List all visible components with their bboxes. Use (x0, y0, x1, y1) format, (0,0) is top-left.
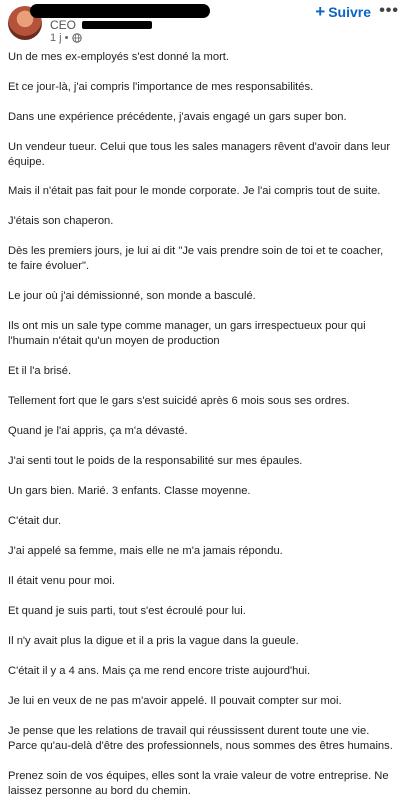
paragraph: Il était venu pour moi. (8, 575, 115, 587)
author-role: CEO (50, 18, 77, 32)
paragraph: Dès les premiers jours, je lui ai dit "Je vais prendre soin de toi et te coacher, te faire évoluer". (8, 245, 384, 272)
paragraph: Tellement fort que le gars s'est suicidé après 6 mois sous ses ordres. (8, 395, 350, 407)
paragraph: Et il l'a brisé. (8, 365, 72, 377)
paragraph: Dans une expérience précédente, j'avais engagé un gars super bon. (8, 111, 347, 123)
paragraph: C'était il y a 4 ans. Mais ça me rend encore triste aujourd'hui. (8, 665, 311, 677)
paragraph: Un vendeur tueur. Celui que tous les sales managers rêvent d'avoir dans leur équipe. (8, 141, 391, 168)
paragraph: J'ai appelé sa femme, mais elle ne m'a jamais répondu. (8, 545, 283, 557)
paragraph: Prenez soin de vos équipes, elles sont la vraie valeur de votre entreprise. Ne laissez personne au bord du chemin. (8, 770, 389, 797)
post-time: 1 j • (50, 32, 69, 44)
paragraph: Et quand je suis parti, tout s'est écroulé pour lui. (8, 605, 246, 617)
post-header (0, 0, 407, 46)
paragraph: Il n'y avait plus la digue et il a pris la vague dans la gueule. (8, 635, 299, 647)
follow-label: Suivre (328, 4, 371, 20)
paragraph: Un gars bien. Marié. 3 enfants. Classe moyenne. (8, 485, 251, 497)
paragraph: Le jour où j'ai démissionné, son monde a basculé. (8, 290, 256, 302)
redacted-name-bar (30, 4, 210, 18)
paragraph: C'était dur. (8, 515, 62, 527)
paragraph: J'ai senti tout le poids de la responsabilité sur mes épaules. (8, 455, 303, 467)
paragraph: J'étais son chaperon. (8, 215, 114, 227)
redacted-company (82, 21, 152, 29)
paragraph: Mais il n'était pas fait pour le monde corporate. Je l'ai compris tout de suite. (8, 185, 381, 197)
paragraph: Je pense que les relations de travail qui réussissent durent toute une vie. Parce qu'au-delà d'être des professionnels, nous sommes des êtres humains. (8, 725, 393, 752)
paragraph: Je lui en veux de ne pas m'avoir appelé. Il pouvait compter sur moi. (8, 695, 342, 707)
paragraph: Et ce jour-là, j'ai compris l'importance de mes responsabilités. (8, 81, 314, 93)
author-title (50, 18, 152, 32)
paragraph: Un de mes ex-employés s'est donné la mort. (8, 51, 230, 63)
follow-button[interactable] (315, 4, 371, 20)
post-meta (50, 32, 82, 44)
paragraph: Quand je l'ai appris, ça m'a dévasté. (8, 425, 188, 437)
more-icon[interactable]: ••• (379, 2, 399, 19)
plus-icon: + (315, 2, 326, 21)
globe-icon (72, 33, 82, 43)
paragraph: Ils ont mis un sale type comme manager, un gars irrespectueux pour qui l'humain n'était qu'un moyen de production (8, 320, 366, 347)
